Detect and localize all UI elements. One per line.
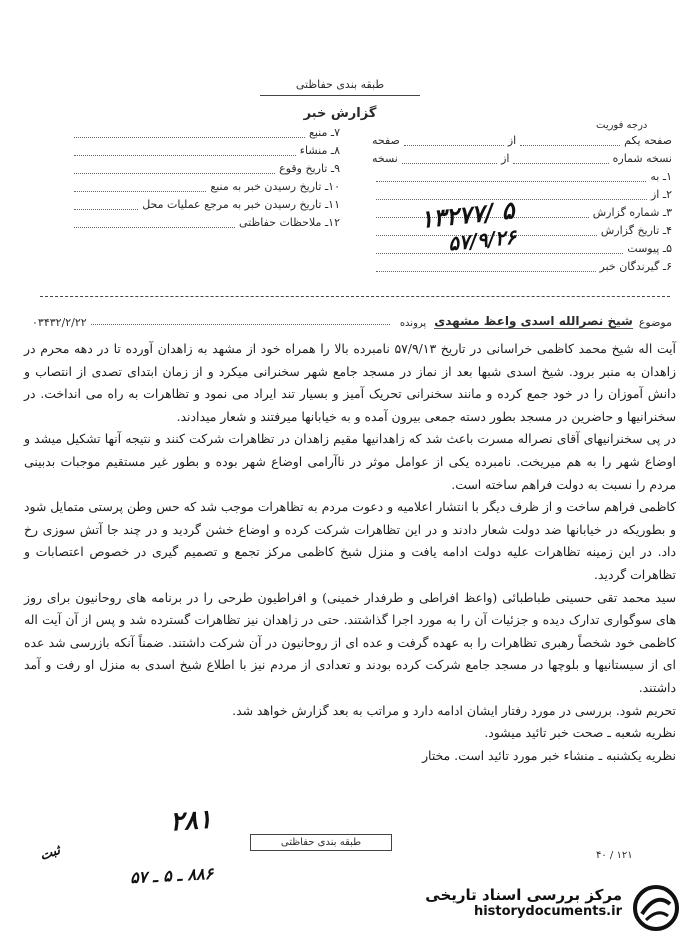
form-title: گزارش خبر [303, 106, 377, 121]
form-left-field-label: ۹ـ تاریخ وقوع [279, 162, 340, 175]
second-opinion: نظریه یکشنبه ـ منشاء خبر مورد تائید است. مختار [422, 747, 676, 763]
form-right-field-row [372, 204, 672, 222]
form-left-field-label: ۱۰ـ تاریخ رسیدن خبر به منبع [210, 180, 340, 193]
watermark-title: مرکز بررسی اسناد تاریخی [425, 886, 622, 904]
form-right-field-of-label: از [507, 134, 517, 147]
body-paragraph: در پی سخنرانیهای آقای نصراله مسرت باعث شد که زاهدانیها مقیم زاهدان در تظاهرات شرکت کنند و نتیجه آنها تشکیل میشد و اوضاع شهر را به هم میریخت. نامبرده یکی از عوامل موثر در ناآرامی اوضاع شهر بوده و بطور غیر مستقیم موجبات بدبینی مردم را نسبت به دولت فراهم ساخته است. [24, 431, 676, 492]
urgency-label: درجه فوریت [596, 120, 648, 131]
form-right-field-value: صفحه [371, 134, 400, 147]
form-right-field-dots [513, 163, 608, 164]
body-paragraph: تحریم شود. بررسی در مورد رفتار ایشان ادامه دارد و مراتب به بعد گزارش خواهد شد. [232, 702, 676, 718]
form-right-field-label: ۱ـ به [650, 170, 672, 183]
form-left-field-label: ۱۲ـ ملاحظات حفاظتی [239, 216, 340, 229]
form-right-field-dots [402, 163, 497, 164]
form-right-field-label: صفحه یکم [624, 134, 672, 147]
form-right-field-label: ۲ـ از [650, 188, 672, 201]
form-right-field-value: نسخه [372, 152, 398, 165]
classification-top-text: طبقه بندی حفاظتی [295, 78, 385, 91]
form-left-field-row [70, 142, 340, 160]
subject-file-note: پرونده [399, 318, 427, 329]
form-left-field-dots [74, 137, 305, 138]
classification-top [250, 78, 430, 96]
form-right-field-row [372, 186, 672, 204]
section-separator [40, 296, 670, 297]
form-fields-left [70, 124, 340, 232]
classification-top-line [260, 95, 420, 96]
form-left-field-dots [74, 155, 296, 156]
form-left-field-row [70, 178, 340, 196]
branch-opinion: نظریه شعبه ـ صحت خبر تائید میشود. [484, 725, 676, 741]
subject-reference: ۰۳۴۳۲/۲/۲۲ [32, 316, 87, 329]
form-left-field-label: ۷ـ منبع [308, 126, 340, 139]
archive-watermark [384, 880, 684, 936]
handwritten-scribble: ثبت [38, 842, 63, 865]
body-paragraph: آیت اله شیخ محمد کاظمی خراسانی در تاریخ ۵۷/۹/۱۳ نامبرده بالا را همراه خود از مشهد به زاهدان آورده تا در دهه محرم در زاهدان به منبر برود. شیخ اسدی شبها بعد از نماز در مسجد جامع شهر سخنرانی میکرد و از زمان ابتدای تصدی از انتصاب و دانش آموزان را در خود جمع کرده و مانند سخنرانی تحریک آمیز و بسیار تند ایراد می نمود و تظاهرات به راه می انداخت. در سخنرانیها و حاضرین در مسجد بطور دسته جمعی بیرون آمده و به خیابانها میرفتند و شعار میدادند. [24, 341, 677, 424]
form-right-field-of-label: از [501, 152, 510, 165]
form-left-field-row [70, 196, 340, 214]
handwritten-signature-number: ۲۸۱ [169, 804, 213, 838]
footer-code: ۴۰ / ۱۲۱ [596, 850, 633, 861]
form-right-field-row [372, 150, 672, 168]
form-right-field-row [372, 258, 672, 276]
form-right-field-row [372, 240, 672, 258]
form-left-field-label: ۱۱ـ تاریخ رسیدن خبر به مرجع عملیات محل [142, 198, 340, 211]
form-right-field-dots [520, 145, 620, 146]
handwritten-bottom-note: ۸۸۶ ـ ۵ ـ ۵۷ [129, 863, 214, 888]
watermark-url: historydocuments.ir [473, 904, 622, 919]
handwritten-report-number: ۱۳۲۷۷/ ۵ [418, 195, 516, 234]
body-paragraph: کاظمی فراهم ساخت و از ظرف دیگر با انتشار اعلامیه و دعوت مردم به تظاهرات موجب شد که حس وطن پرستی متمایل شود و بطوریکه در خیابانها ضد دولت شعار دادند و در این تظاهرات شرکت کرده و اوضاع خشن گردید و در چند جا آتش سوزی رخ داد. در این زمینه تظاهرات علیه دولت ادامه یافت و منزل شیخ کاظمی مرکز تجمع و تصمیم گیری در خصوص اعتصابات و تظاهرات گردید. [24, 499, 676, 582]
handwritten-report-date: ۵۷/۹/۲۶ [446, 224, 518, 256]
form-right-field-label: ۴ـ تاریخ گزارش [600, 224, 672, 237]
subject-title: شیخ نصرالله اسدی واعظ مشهدی [434, 314, 633, 328]
classification-bottom: طبقه بندی حفاظتی [250, 834, 392, 851]
form-right-field-label: ۳ـ شماره گزارش [592, 206, 672, 219]
form-right-field-label: نسخه شماره [612, 152, 672, 165]
form-left-field-dots [74, 173, 275, 174]
form-right-field-dots [376, 181, 646, 182]
form-left-field-row [70, 124, 340, 142]
form-right-field-label: ۶ـ گیرندگان خبر [599, 260, 672, 273]
archive-logo-icon [632, 884, 680, 932]
form-right-field-dots [404, 145, 504, 146]
form-left-field-dots [74, 191, 206, 192]
subject-label: موضوع [638, 316, 672, 329]
subject-row [32, 314, 672, 329]
report-body [24, 338, 676, 767]
form-right-field-row [372, 168, 672, 186]
form-left-field-row [70, 160, 340, 178]
form-fields-right [372, 132, 672, 276]
body-paragraph: سید محمد تقی حسینی طباطبائی (واعظ افراطی و طرفدار خمینی) و افراطیون طرحی را در برنامه های روحانیون برای روز های سوگواری تدارک دیده و جزئیات آن را به مورد اجرا گذاشتند. حتی در زاهدان نیز تظاهرات گسترده شد و پس از آن آیت اله کاظمی خود شخصاً رهبری تظاهرات را به عهده گرفت و عده ای از روحانیون در آن شرکت داشتند. ضمناً آنکه بازرسی شد عده ای از سیستانیها و بلوچها در مسجد جامع شرکت کرده بودند و تعدادی از مردم نیز با اطلاع شیخ اسدی به منزل او رفت و آمد داشتند. [24, 589, 676, 695]
form-right-field-dots [376, 253, 623, 254]
form-left-field-dots [74, 209, 138, 210]
form-right-field-label: ۵ـ پیوست [627, 242, 672, 255]
form-right-field-dots [376, 271, 596, 272]
form-right-field-row [372, 222, 672, 240]
form-left-field-dots [74, 227, 235, 228]
subject-dots [91, 324, 390, 325]
form-left-field-row [70, 214, 340, 232]
form-left-field-label: ۸ـ منشاء [299, 144, 340, 157]
form-right-field-row [372, 132, 672, 150]
